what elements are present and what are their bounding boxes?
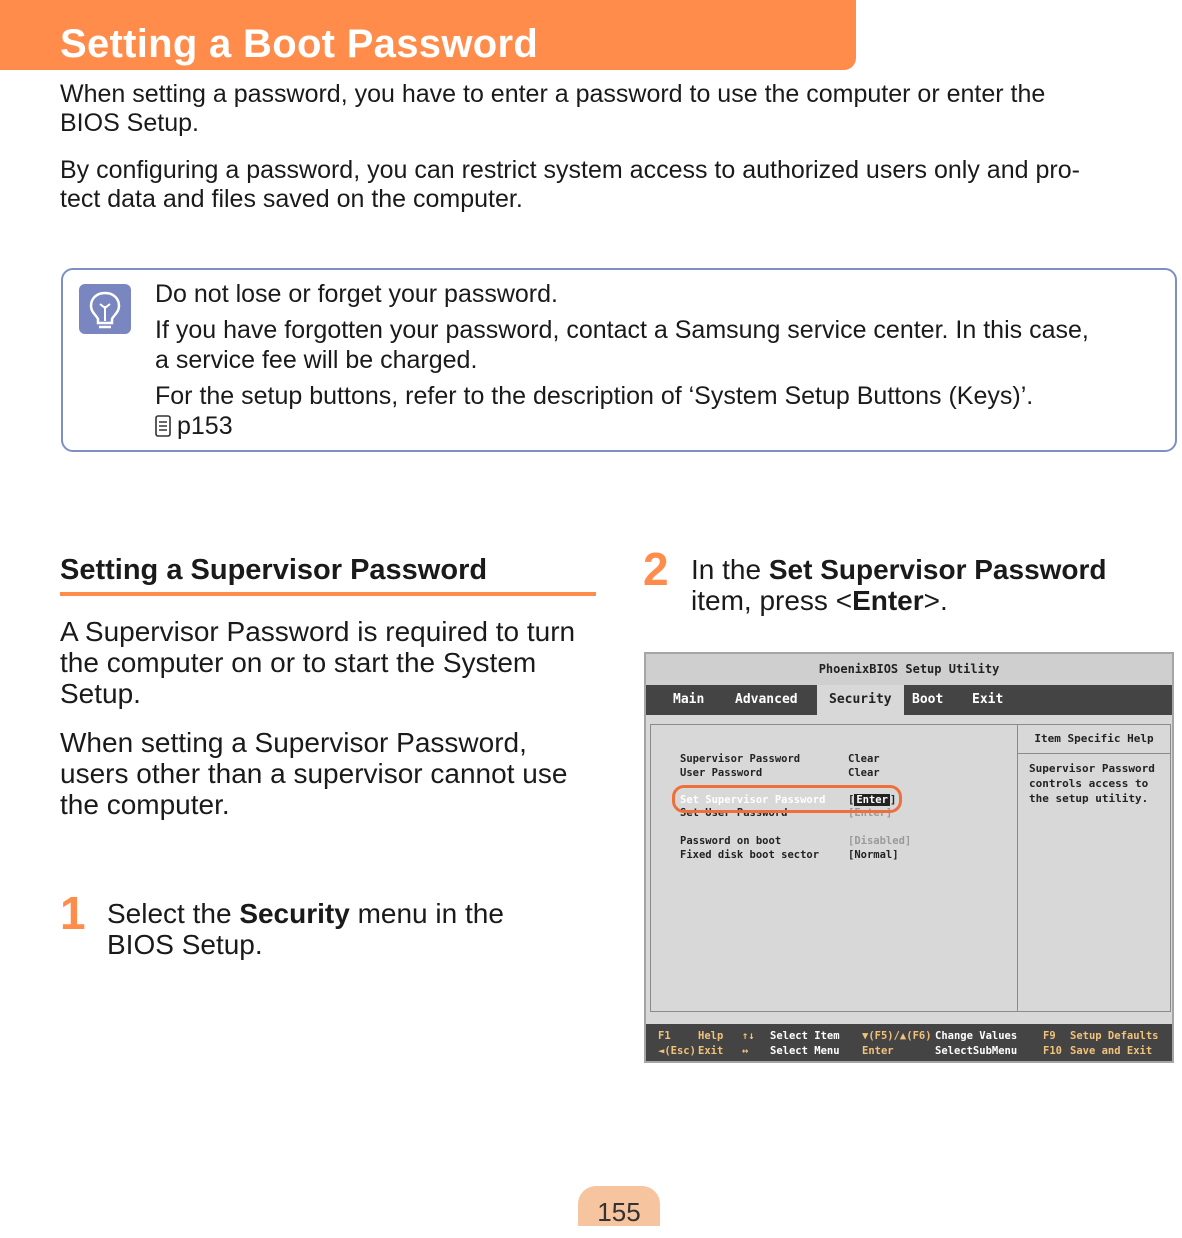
step-text-part: Select the xyxy=(107,898,240,929)
intro-paragraph-1 xyxy=(60,80,1170,138)
paragraph-line: the computer on or to start the System xyxy=(60,647,537,678)
footer-key: ↑↓ xyxy=(742,1030,755,1042)
step-text-part: menu in the xyxy=(349,898,504,929)
footer-action: Help xyxy=(698,1030,724,1042)
step-1-text xyxy=(107,898,587,960)
note-line-3: a service fee will be charged. xyxy=(155,346,478,374)
step-2-text xyxy=(691,554,1171,616)
step-keyword: Security xyxy=(239,898,350,929)
section-paragraph-1 xyxy=(60,616,605,709)
footer-key: ▼(F5)/▲(F6) xyxy=(862,1030,932,1042)
bios-row-value: [Enter] xyxy=(848,807,893,819)
page-title: Setting a Boot Password xyxy=(60,22,539,66)
step-text-part: item, press < xyxy=(691,585,853,616)
bios-row-value: Clear xyxy=(848,753,880,765)
bios-row-label-selected[interactable]: Set Supervisor Password xyxy=(680,794,826,806)
bios-row-value: [Disabled] xyxy=(848,835,912,847)
bios-menu-security[interactable]: Security xyxy=(817,685,904,715)
step-1-number: 1 xyxy=(60,887,86,939)
bios-menu-advanced[interactable]: Advanced xyxy=(735,692,798,707)
footer-action: Change Values xyxy=(935,1030,1018,1042)
bios-menu-boot[interactable]: Boot xyxy=(912,692,944,707)
step-keyword: Enter xyxy=(852,585,924,616)
bios-row-label[interactable]: Supervisor Password xyxy=(680,753,801,765)
footer-key: Enter xyxy=(862,1045,894,1057)
footer-key: ↔ xyxy=(742,1045,749,1057)
lightbulb-icon xyxy=(79,284,131,334)
section-title: Setting a Supervisor Password xyxy=(60,554,488,586)
bios-row-value: Clear xyxy=(848,767,880,779)
title-banner xyxy=(0,0,856,70)
page-number: 155 xyxy=(578,1186,660,1226)
step-text-part: In the xyxy=(691,554,769,585)
paragraph-line: Setup. xyxy=(60,678,141,709)
bios-help-title: Item Specific Help xyxy=(1018,725,1170,754)
footer-key: F1 xyxy=(658,1030,671,1042)
page-reference-text: p153 xyxy=(177,412,233,440)
paragraph-line: When setting a Supervisor Password, xyxy=(60,727,527,758)
note-line-2: If you have forgotten your password, contact a Samsung service center. In this case, xyxy=(155,316,1089,344)
note-line-1: Do not lose or forget your password. xyxy=(155,280,558,308)
footer-action: Select Item xyxy=(770,1030,840,1042)
section-divider xyxy=(60,592,596,596)
step-text-part: BIOS Setup. xyxy=(107,929,263,960)
intro-paragraph-2 xyxy=(60,156,1170,214)
bios-title: PhoenixBIOS Setup Utility xyxy=(646,654,1172,685)
intro-line: By configuring a password, you can restrict system access to authorized users only and pro- xyxy=(60,156,1080,184)
bios-help-panel xyxy=(1017,724,1171,1012)
step-text-part: >. xyxy=(923,585,948,616)
footer-key: F10 xyxy=(1043,1045,1062,1057)
bios-row-label[interactable]: Fixed disk boot sector xyxy=(680,849,820,861)
enter-field[interactable]: Enter xyxy=(856,794,888,806)
page-reference-link[interactable] xyxy=(155,411,233,444)
intro-line: tect data and files saved on the computer. xyxy=(60,185,523,213)
intro-line: When setting a password, you have to enter a password to use the computer or enter the xyxy=(60,80,1046,108)
bios-row-value-selected[interactable]: [ Enter ] xyxy=(848,794,897,806)
footer-key: F9 xyxy=(1043,1030,1056,1042)
bios-menu-bar xyxy=(646,685,1172,715)
footer-action: Exit xyxy=(698,1045,724,1057)
bios-row-label[interactable]: Password on boot xyxy=(680,835,782,847)
bios-menu-main[interactable]: Main xyxy=(673,692,705,707)
bios-row-value: [Normal] xyxy=(848,849,899,861)
paragraph-line: the computer. xyxy=(60,789,230,820)
bios-row-label[interactable]: Set User Password xyxy=(680,807,788,819)
book-icon xyxy=(155,414,171,444)
note-line-4: For the setup buttons, refer to the description of ‘System Setup Buttons (Keys)’. xyxy=(155,382,1034,410)
bios-row-label[interactable]: User Password xyxy=(680,767,763,779)
section-paragraph-2 xyxy=(60,727,605,820)
bios-footer xyxy=(646,1024,1172,1061)
step-2-number: 2 xyxy=(643,543,669,595)
bios-menu-exit[interactable]: Exit xyxy=(972,692,1004,707)
footer-action: Select Menu xyxy=(770,1045,840,1057)
intro-line: BIOS Setup. xyxy=(60,109,199,137)
footer-action: Setup Defaults xyxy=(1070,1030,1159,1042)
bios-help-text: Supervisor Password controls access to the setup utility. xyxy=(1029,762,1155,805)
bios-screenshot xyxy=(644,652,1174,1063)
footer-action: SelectSubMenu xyxy=(935,1045,1018,1057)
paragraph-line: users other than a supervisor cannot use xyxy=(60,758,568,789)
footer-key: ◄(Esc) xyxy=(658,1045,696,1057)
highlight-oval xyxy=(672,785,902,813)
step-keyword: Set Supervisor Password xyxy=(768,554,1107,585)
paragraph-line: A Supervisor Password is required to turn xyxy=(60,616,576,647)
footer-action: Save and Exit xyxy=(1070,1045,1153,1057)
